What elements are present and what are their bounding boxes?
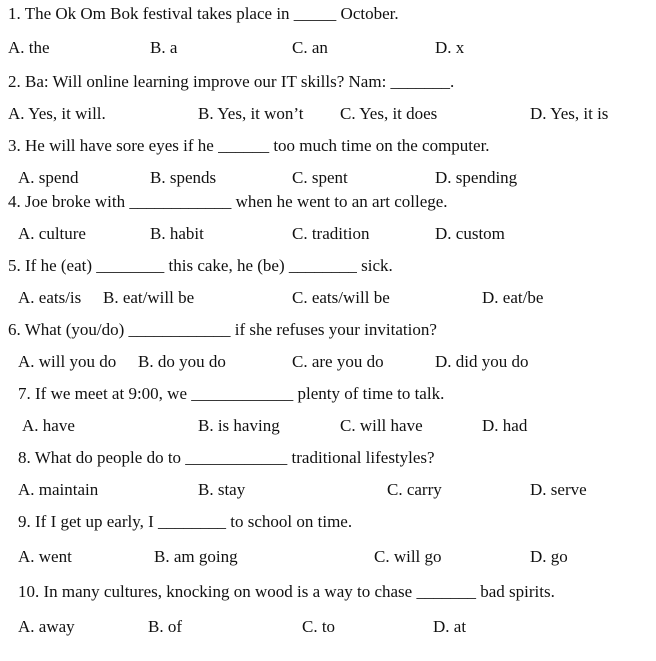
question-7-option-c[interactable]: C. will have — [340, 416, 423, 435]
question-6-option-c[interactable]: C. are you do — [292, 352, 384, 371]
question-10-option-a[interactable]: A. away — [18, 617, 75, 636]
question-4-option-a[interactable]: A. culture — [18, 224, 86, 243]
question-10-option-b[interactable]: B. of — [148, 617, 182, 636]
question-2-stem: 2. Ba: Will online learning improve our IT skills? Nam: _______. — [8, 72, 455, 91]
question-8-option-d[interactable]: D. serve — [530, 480, 587, 499]
question-1-option-b[interactable]: B. a — [150, 38, 178, 57]
question-4-option-c[interactable]: C. tradition — [292, 224, 370, 243]
question-5-option-d[interactable]: D. eat/be — [482, 288, 544, 307]
question-2-option-a[interactable]: A. Yes, it will. — [8, 104, 106, 123]
question-5-option-b[interactable]: B. eat/will be — [103, 288, 195, 307]
question-9-option-d[interactable]: D. go — [530, 547, 568, 566]
question-4-option-d[interactable]: D. custom — [435, 224, 505, 243]
question-2-option-d[interactable]: D. Yes, it is — [530, 104, 609, 123]
question-1-option-d[interactable]: D. x — [435, 38, 465, 57]
question-4-option-b[interactable]: B. habit — [150, 224, 204, 243]
question-7-option-b[interactable]: B. is having — [198, 416, 280, 435]
question-3-option-b[interactable]: B. spends — [150, 168, 217, 187]
question-9-option-c[interactable]: C. will go — [374, 547, 442, 566]
question-9-stem: 9. If I get up early, I ________ to school on time. — [18, 512, 353, 531]
question-1-option-c[interactable]: C. an — [292, 38, 328, 57]
question-3-option-d[interactable]: D. spending — [435, 168, 518, 187]
question-10-stem: 10. In many cultures, knocking on wood is a way to chase _______ bad spirits. — [18, 582, 555, 601]
question-8-stem: 8. What do people do to ____________ traditional lifestyles? — [18, 448, 435, 467]
question-3-stem: 3. He will have sore eyes if he ______ too much time on the computer. — [8, 136, 490, 155]
question-8-option-a[interactable]: A. maintain — [18, 480, 99, 499]
question-2-option-c[interactable]: C. Yes, it does — [340, 104, 438, 123]
question-10-option-c[interactable]: C. to — [302, 617, 336, 636]
question-5-stem: 5. If he (eat) ________ this cake, he (be) ________ sick. — [8, 256, 393, 275]
question-8-option-c[interactable]: C. carry — [387, 480, 442, 499]
question-6-option-a[interactable]: A. will you do — [18, 352, 117, 371]
question-6-option-b[interactable]: B. do you do — [138, 352, 226, 371]
question-2-option-b[interactable]: B. Yes, it won’t — [198, 104, 304, 123]
question-9-option-a[interactable]: A. went — [18, 547, 72, 566]
question-10-option-d[interactable]: D. at — [433, 617, 467, 636]
question-9-option-b[interactable]: B. am going — [154, 547, 238, 566]
question-3-option-a[interactable]: A. spend — [18, 168, 79, 187]
question-1-option-a[interactable]: A. the — [8, 38, 50, 57]
question-7-option-a[interactable]: A. have — [22, 416, 75, 435]
question-7-option-d[interactable]: D. had — [482, 416, 528, 435]
question-3-option-c[interactable]: C. spent — [292, 168, 348, 187]
question-5-option-a[interactable]: A. eats/is — [18, 288, 82, 307]
question-5-option-c[interactable]: C. eats/will be — [292, 288, 390, 307]
question-6-option-d[interactable]: D. did you do — [435, 352, 529, 371]
question-4-stem: 4. Joe broke with ____________ when he went to an art college. — [8, 192, 448, 211]
question-6-stem: 6. What (you/do) ____________ if she refuses your invitation? — [8, 320, 437, 339]
question-8-option-b[interactable]: B. stay — [198, 480, 246, 499]
question-1-stem: 1. The Ok Om Bok festival takes place in _____ October. — [8, 4, 399, 23]
question-7-stem: 7. If we meet at 9:00, we ____________ plenty of time to talk. — [18, 384, 445, 403]
